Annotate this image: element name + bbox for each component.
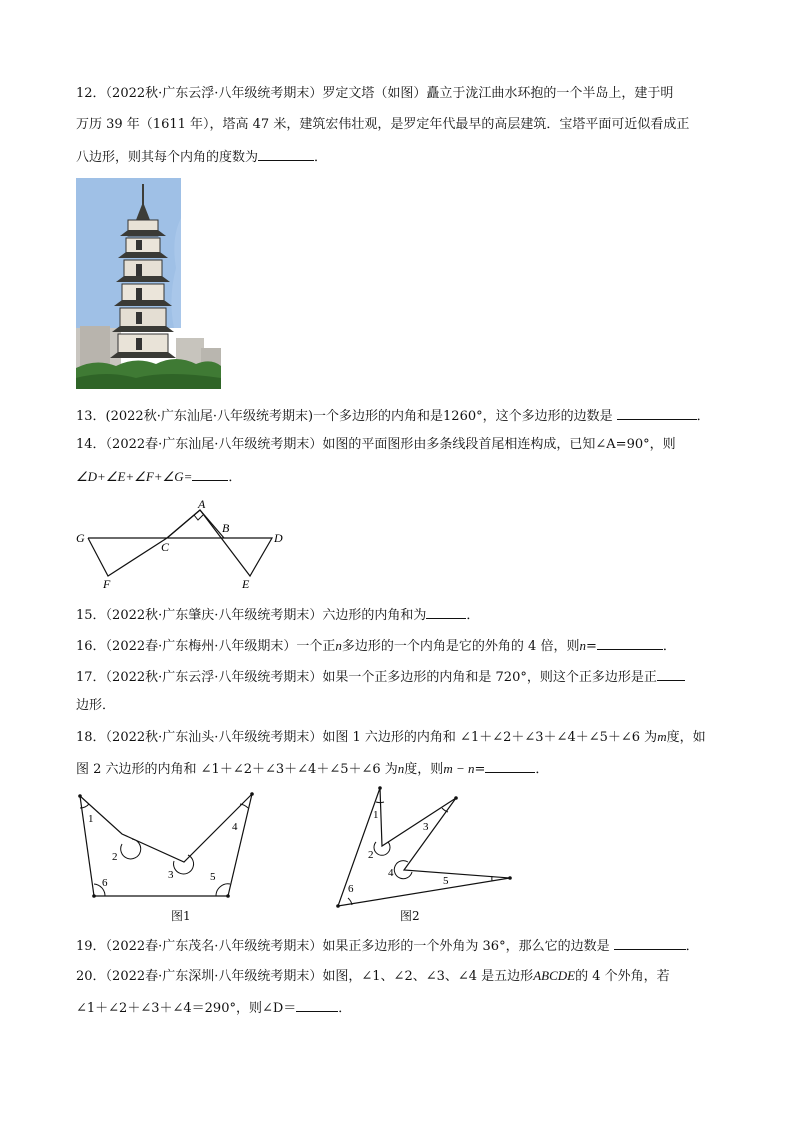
- q20-text-c: ∠1＋∠2＋∠3＋∠4＝290°，则∠D＝: [76, 1001, 297, 1016]
- q20-text-b: 的 4 个外角，若: [575, 969, 670, 984]
- q12-line2: 万历 39 年（1611 年），塔高 47 米，建筑宏伟壮观，是罗定年代最早的高层建筑．宝塔平面可近似看成正: [76, 117, 690, 132]
- q18-text-b: 度，如: [666, 730, 706, 745]
- fig1-angle-5: 5: [210, 871, 216, 883]
- q14-answer-blank[interactable]: [192, 466, 228, 481]
- q15-end: ．: [466, 608, 480, 623]
- q18-figure1: [72, 786, 262, 902]
- q20-line1: [76, 966, 670, 987]
- fig1-angle-2: 2: [112, 851, 118, 863]
- q14-end: ．: [228, 470, 242, 485]
- fig1-angle-1: 1: [88, 813, 94, 825]
- q18-figure2: [332, 784, 517, 908]
- q17-line1: [76, 666, 685, 688]
- q18-expr: m − n: [443, 761, 475, 776]
- q20-abcde: ABCDE: [533, 968, 576, 983]
- q15-line: [76, 604, 479, 626]
- q12-answer-blank[interactable]: [258, 146, 314, 161]
- q16-var-n: n: [335, 638, 342, 653]
- q17-answer-blank[interactable]: [657, 666, 685, 681]
- q15-text: 15．（2022秋·广东肇庆·八年级统考期末）六边形的内角和为: [76, 608, 427, 623]
- q16-end: ．: [662, 639, 676, 654]
- q13-line: [76, 405, 710, 427]
- q18-answer-blank[interactable]: [485, 758, 535, 773]
- label-F: F: [103, 577, 111, 591]
- fig2-angle-3: 3: [423, 821, 429, 833]
- q14-line1: 14．（2022春·广东汕尾·八年级统考期末）如图的平面图形由多条线段首尾相连构成，已知∠A=90°，则: [76, 437, 676, 452]
- label-A: A: [198, 497, 206, 511]
- fig2-caption: 图2: [400, 909, 420, 923]
- q16-text-b: 多边形的一个内角是它的外角的 4 倍，则: [341, 639, 580, 654]
- label-D: D: [274, 531, 283, 545]
- q16-answer-blank[interactable]: [597, 635, 663, 650]
- fig1-caption: 图1: [171, 909, 191, 923]
- q18-text-c: 图 2 六边形的内角和 ∠1＋∠2＋∠3＋∠4＋∠5＋∠6 为: [76, 762, 398, 777]
- q19-line: [76, 935, 699, 957]
- q12-end: ．: [314, 150, 328, 165]
- q20-line2: [76, 997, 351, 1019]
- q12-line3-text: 八边形，则其每个内角的度数为: [76, 150, 259, 165]
- q19-answer-blank[interactable]: [614, 935, 686, 950]
- q12-line1: 12．（2022秋·广东云浮·八年级统考期末）罗定文塔（如图）矗立于泷江曲水环抱的一个半岛上，建于明: [76, 86, 674, 101]
- q15-answer-blank[interactable]: [426, 604, 466, 619]
- q12-line3: [76, 146, 327, 168]
- q19-end: ．: [685, 939, 699, 954]
- fig1-angle-3: 3: [168, 869, 174, 881]
- label-E: E: [242, 577, 250, 591]
- pagoda-illustration: [76, 178, 221, 389]
- q16-line: [76, 635, 676, 657]
- q18-var-n: n: [397, 761, 405, 776]
- q16-var-n2: n: [579, 638, 586, 653]
- q20-end: ．: [338, 1001, 352, 1016]
- q14-figure: [72, 496, 292, 592]
- fig2-angle-5: 5: [443, 875, 449, 887]
- q13-text: 13．(2022秋·广东汕尾·八年级统考期末)一个多边形的内角和是1260°，这个多边形的边数是: [76, 409, 613, 424]
- fig2-angle-6: 6: [348, 883, 354, 895]
- q16-text-a: 16．（2022春·广东梅州·八年级期末）一个正: [76, 639, 336, 654]
- q18-text-a: 18．（2022秋·广东汕头·八年级统考期末）如图 1 六边形的内角和 ∠1＋∠2＋∠3＋∠4＋∠5＋∠6 为: [76, 730, 658, 745]
- fig2-angle-1: 1: [373, 809, 379, 821]
- fig1-angle-4: 4: [232, 821, 238, 833]
- q17-line2: 边形．: [76, 698, 116, 713]
- q17-text: 17．（2022秋·广东云浮·八年级统考期末）如果一个正多边形的内角和是 720°，则这个正多边形是正: [76, 670, 657, 685]
- q16-text-c: =: [585, 639, 597, 654]
- q18-line1: [76, 727, 706, 748]
- q19-text: 19．（2022春·广东茂名·八年级统考期末）如果正多边形的一个外角为 36°，那么它的边数是: [76, 939, 610, 954]
- q14-expression: ∠D+∠E+∠F+∠G=: [76, 469, 193, 484]
- fig2-angle-2: 2: [368, 849, 374, 861]
- fig1-angle-6: 6: [102, 877, 108, 889]
- q18-end: ．: [535, 762, 549, 777]
- fig2-angle-4: 4: [388, 867, 394, 879]
- q14-line2: [76, 466, 241, 488]
- label-C: C: [161, 540, 170, 554]
- q18-var-m: m: [657, 729, 667, 744]
- q13-end: ．: [696, 409, 710, 424]
- label-G: G: [76, 531, 85, 545]
- q18-eq: =: [474, 762, 486, 777]
- q13-answer-blank[interactable]: [617, 405, 697, 420]
- q18-line2: [76, 758, 548, 780]
- label-B: B: [222, 521, 230, 535]
- pagoda-photo: [76, 178, 221, 389]
- q18-text-d: 度，则: [404, 762, 444, 777]
- q20-answer-blank[interactable]: [296, 997, 338, 1012]
- q20-text-a: 20．（2022春·广东深圳·八年级统考期末）如图，∠1、∠2、∠3、∠4 是五边形: [76, 969, 534, 984]
